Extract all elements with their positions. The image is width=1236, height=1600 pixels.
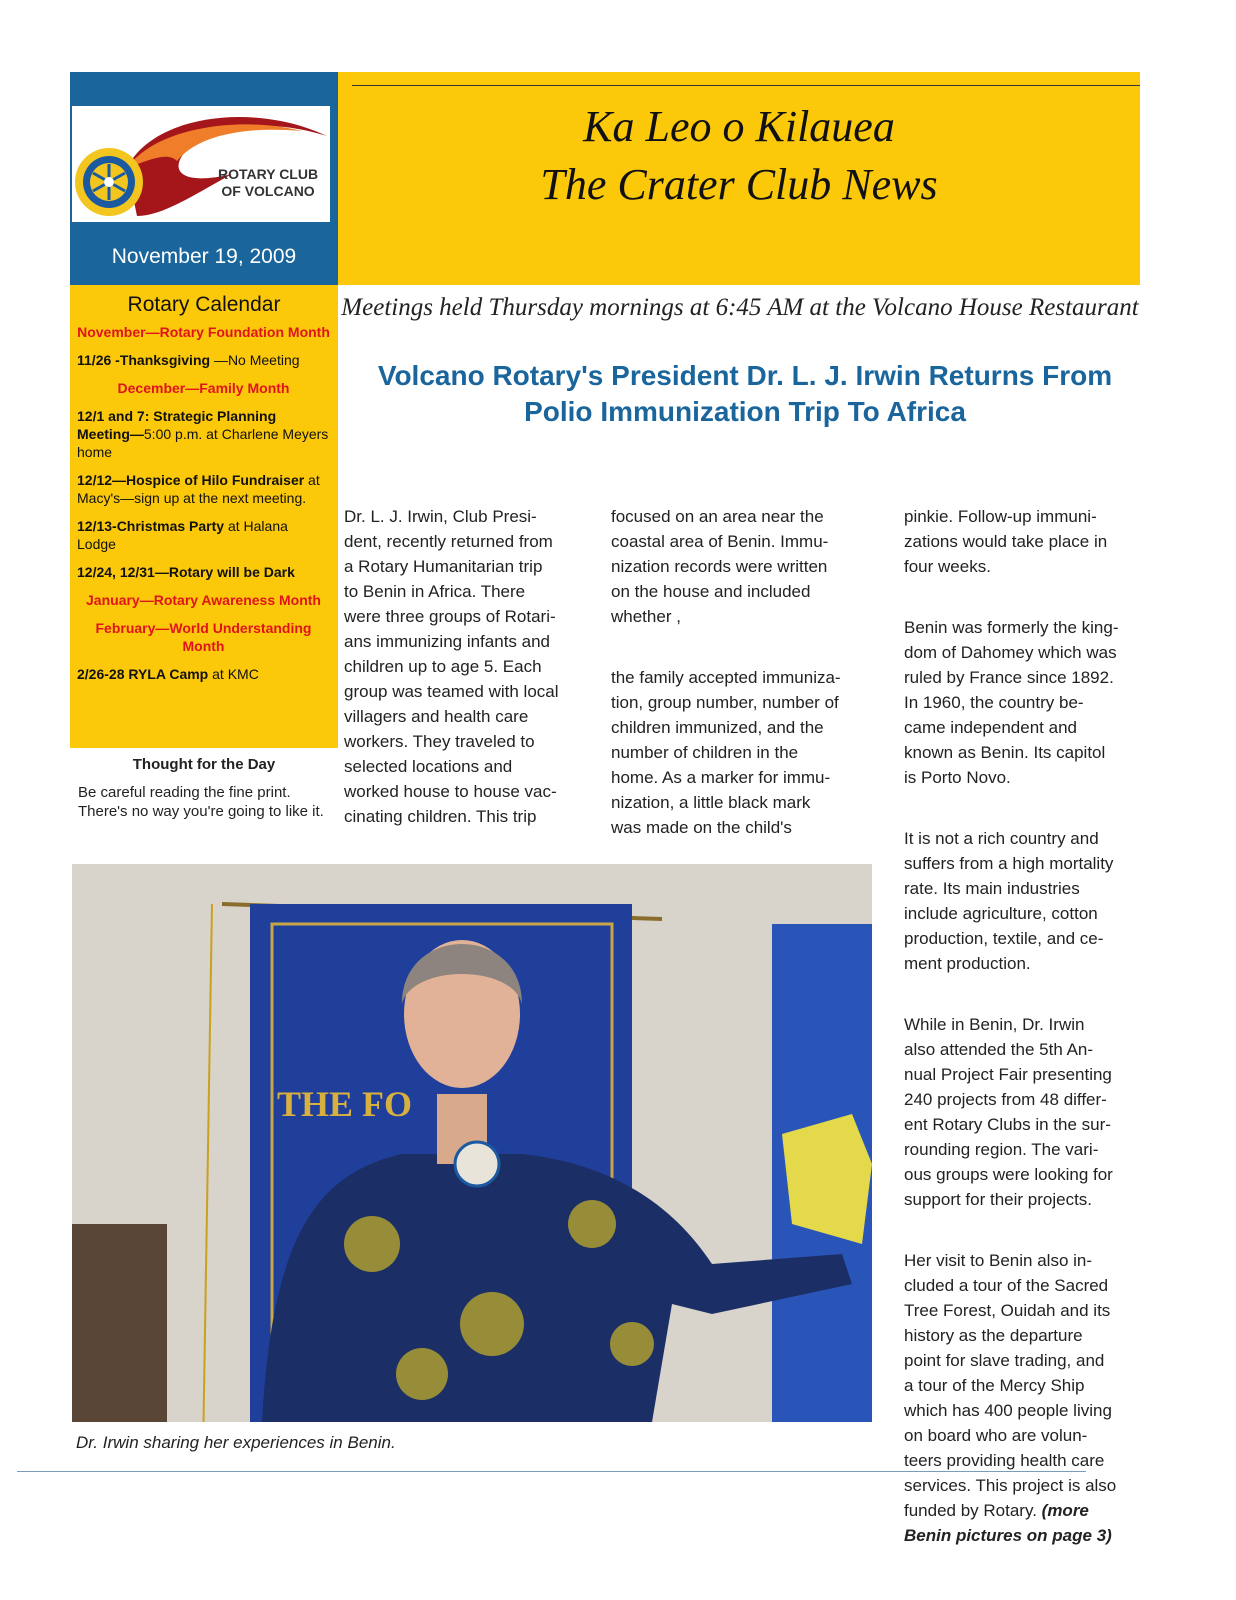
calendar-item: [70, 323, 338, 341]
paragraph: Her visit to Benin also in- cluded a tour of the Sacred Tree Forest, Ouidah and its history as the departure point for slave trading, and a tour of the Mercy Ship which has 400 people living on board who are volun- teers providing health care services. This project is also funded by Rotary. (more Benin pictures on page 3): [904, 1251, 1117, 1545]
calendar-item: [70, 563, 338, 581]
article-headline: Volcano Rotary's President Dr. L. J. Irwin Returns From Polio Immunization Trip To Africa: [377, 360, 1113, 427]
paragraph: Benin was formerly the king- dom of Dahomey which was ruled by France since 1892. In 1960, the country be- came independent and known as Benin. Its capitol is Porto Novo.: [904, 618, 1119, 787]
rotary-calendar: [70, 285, 338, 748]
calendar-item-detail: 5:00 p.m. at Charlene Meyers home: [77, 426, 329, 460]
calendar-item: [70, 471, 338, 507]
issue-date: November 19, 2009: [111, 245, 297, 268]
calendar-heading: Rotary Calendar: [127, 293, 281, 316]
divider: [352, 85, 1140, 86]
logo-text: ROTARY CLUB OF VOLCANO: [218, 166, 319, 199]
paragraph: Dr. L. J. Irwin, Club Presi- dent, recently returned from a Rotary Humanitarian trip to Benin in Africa. There were three groups of Rotari- ans immunizing infants and children up to age 5. Each group was teamed with local villagers and health care workers. They traveled to selected locations and worked house to house vac- cinating children. This trip: [344, 507, 559, 826]
calendar-item: [70, 591, 338, 609]
calendar-item-detail: at Halana Lodge: [77, 518, 288, 552]
thought-for-the-day: [70, 756, 338, 821]
photo-woman-with-banners: [72, 864, 872, 1422]
article-column-2: [611, 479, 881, 876]
calendar-item-title: January—Rotary Awareness Month: [86, 592, 321, 608]
calendar-item-title: 12/24, 12/31—Rotary will be Dark: [77, 564, 295, 580]
calendar-item: [70, 407, 338, 461]
paragraph: the family accepted immuniza- tion, group number, number of children immunized, and the number of children in the home. As a marker for immu- nization, a little black mark was made on the child's: [611, 668, 841, 837]
calendar-item: [70, 379, 338, 397]
calendar-item-title: February—World Understanding Month: [95, 620, 312, 654]
rotary-wheel-flame-icon: [72, 106, 330, 222]
divider: [17, 1471, 1086, 1472]
article-photo: [72, 864, 872, 1422]
calendar-item-detail: —No Meeting: [213, 352, 300, 368]
calendar-item-title: 12/1 and 7: Strategic Planning Meeting—: [77, 408, 277, 442]
photo-caption: Dr. Irwin sharing her experiences in Benin.: [76, 1433, 396, 1452]
banner-lettering: THE FO: [277, 1084, 413, 1124]
paragraph: focused on an area near the coastal area of Benin. Immu- nization records were written on the house and included whether ,: [611, 507, 829, 626]
paragraph: It is not a rich country and suffers from a high mortality rate. Its main industries include agriculture, cotton production, textile, and ce- ment production.: [904, 829, 1114, 973]
paragraph: pinkie. Follow-up immuni- zations would take place in four weeks.: [904, 507, 1108, 576]
article-column-3: [904, 479, 1154, 1584]
more-pictures-link[interactable]: (more Benin pictures on page 3): [904, 1501, 1112, 1545]
calendar-item-title: 2/26-28 RYLA Camp: [77, 666, 209, 682]
thought-heading: Thought for the Day: [132, 756, 276, 773]
calendar-item: [70, 351, 338, 369]
calendar-item: [70, 665, 338, 683]
calendar-item-title: 12/12—Hospice of Hilo Fundraiser: [77, 472, 305, 488]
masthead-title-panel: [338, 72, 1140, 285]
calendar-item: [70, 517, 338, 553]
calendar-item-title: December—Family Month: [117, 380, 290, 396]
calendar-item-detail: at KMC: [208, 666, 259, 682]
calendar-item-detail: at Macy's—sign up at the next meeting.: [77, 472, 320, 506]
thought-text: Be careful reading the fine print. There's no way you're going to like it.: [78, 784, 324, 820]
meetings-info: Meetings held Thursday mornings at 6:45 AM at the Volcano House Restaurant: [341, 294, 1139, 321]
calendar-item-title: 12/13-Christmas Party: [77, 518, 225, 534]
paragraph: While in Benin, Dr. Irwin also attended the 5th An- nual Project Fair presenting 240 projects from 48 differ- ent Rotary Clubs in the sur- rounding region. The vari- ous groups were looking for support for their projects.: [904, 1015, 1113, 1209]
calendar-item-title: November—Rotary Foundation Month: [77, 324, 330, 340]
newsletter-title: Ka Leo o Kilauea The Crater Club News: [540, 102, 938, 209]
calendar-item: [70, 619, 338, 655]
rotary-club-logo: [72, 106, 330, 222]
calendar-item-title: 11/26 -Thanksgiving: [77, 352, 214, 368]
article-column-1: [344, 479, 594, 865]
